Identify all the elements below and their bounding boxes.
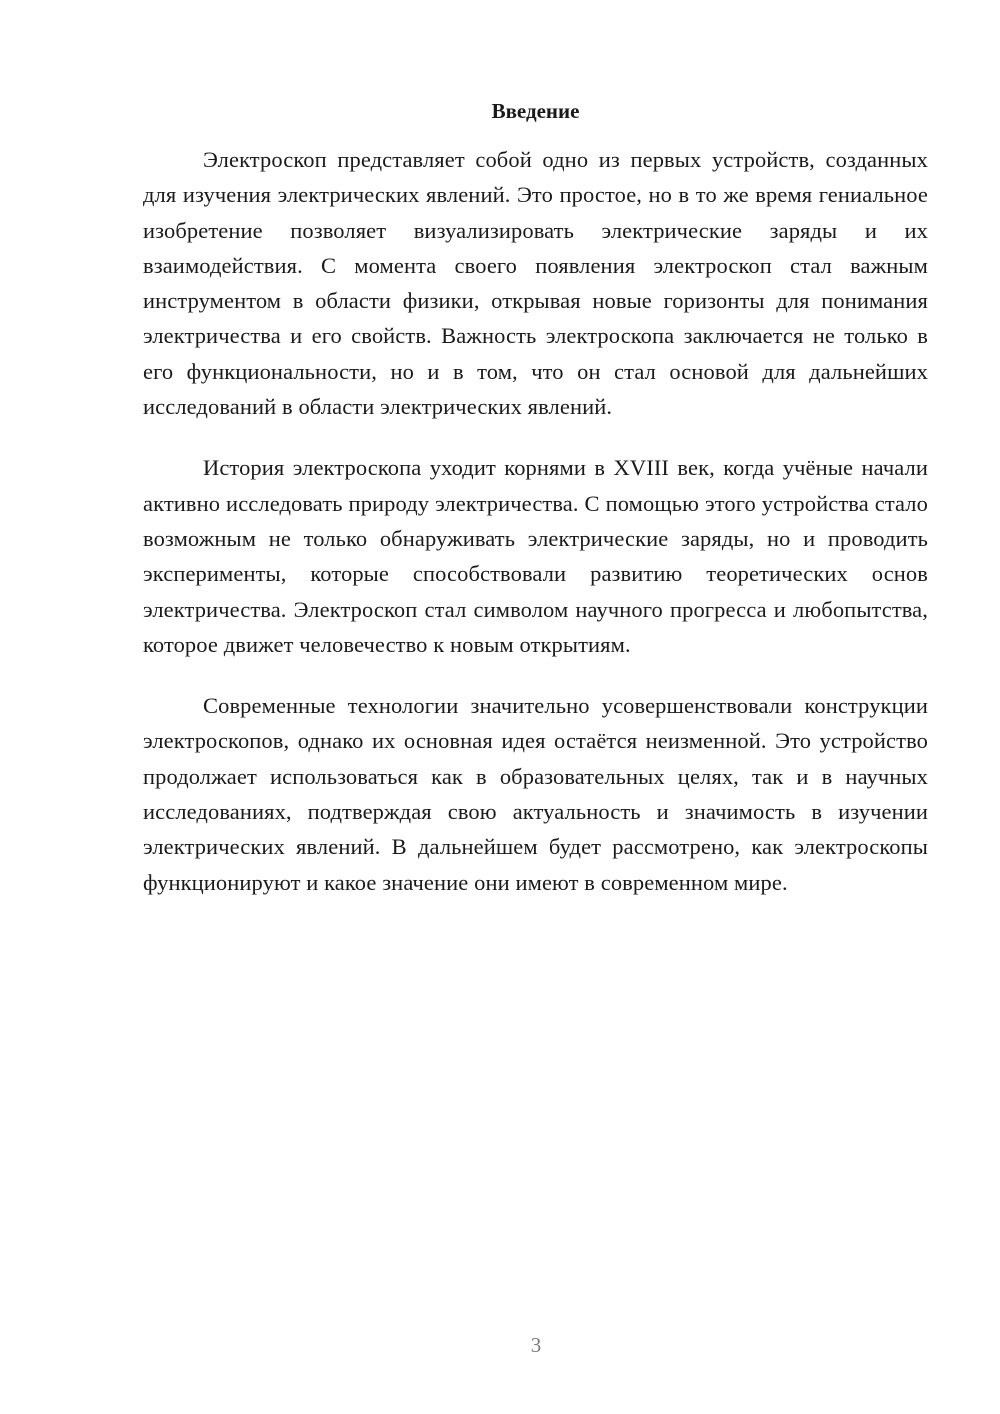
paragraph-3: Современные технологии значительно усовершенствовали конструкции электроскопов, однако их основная идея остаётся неизменной. Это устройство продолжает использоваться как в образовательных целях, так и в научных исследованиях, подтверждая свою актуальность и значимость в изучении электрических явлений. В дальнейшем будет рассмотрено, как электроскопы функционируют и какое значение они имеют в современном мире. bbox=[143, 693, 928, 895]
page-number: 3 bbox=[530, 1333, 542, 1357]
section-heading: Введение bbox=[491, 99, 580, 123]
paragraph-2: История электроскопа уходит корнями в XVIII век, когда учёные начали активно исследовать природу электричества. С помощью этого устройства стало возможным не только обнаруживать электрические заряды, но и проводить эксперименты, которые способствовали развитию теоретических основ электричества. Электроскоп стал символом научного прогресса и любопытства, которое движет человечество к новым открытиям. bbox=[143, 455, 928, 657]
paragraph-1: Электроскоп представляет собой одно из первых устройств, созданных для изучения электрических явлений. Это простое, но в то же время гениальное изобретение позволяет визуализировать электрические заряды и их взаимодействия. С момента своего появления электроскоп стал важным инструментом в области физики, открывая новые горизонты для понимания электричества и его свойств. Важность электроскопа заключается не только в его функциональности, но и в том, что он стал основой для дальнейших исследований в области электрических явлений. bbox=[143, 147, 928, 420]
body-text bbox=[143, 142, 928, 926]
